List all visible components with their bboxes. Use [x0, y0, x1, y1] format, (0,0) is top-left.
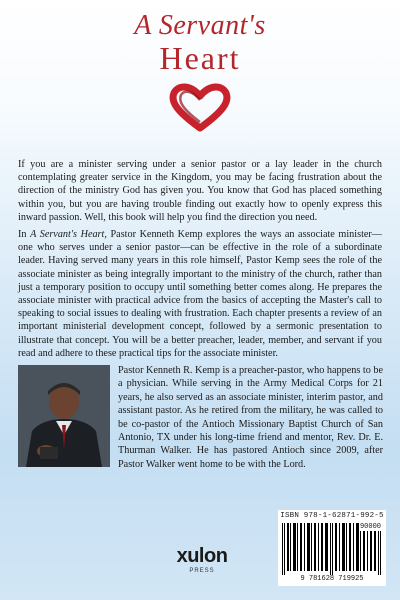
title-line2: Heart	[159, 40, 241, 76]
author-portrait-icon	[18, 365, 110, 467]
isbn-text: ISBN 978-1-62871-992-5	[280, 512, 384, 520]
publisher-name: xulon	[176, 545, 228, 567]
barcode-box	[278, 510, 386, 586]
price-code: 90000	[359, 523, 381, 531]
heart-icon	[168, 82, 232, 132]
paragraph-2-intro: In	[18, 229, 31, 240]
description-paragraph-2	[18, 228, 382, 360]
author-photo	[18, 365, 110, 467]
title-line1: A Servant's	[134, 10, 266, 41]
book-title-inline: A Servant's Heart	[30, 229, 105, 240]
barcode-number: 9 781628 719925	[300, 575, 364, 583]
description-paragraph-1: If you are a minister serving under a senior pastor or a lay leader in the church contemplating greater service in the Kingdom, you may be facing frustration about the direction of the ministry God has given you. You know that God has placed something within you, but you are having trouble finding out exactly how to openly express this inward passion. Well, this book will help you find the direction you need.	[18, 159, 382, 223]
publisher-sub: PRESS	[189, 568, 215, 574]
author-bio: Pastor Kenneth R. Kemp is a preacher-pastor, who happens to be a physician. While serving in the Army Medical Corps for 21 years, he also served as an associate minister, interim pastor, and assistant pastor. As he retired from the military, he was called to be co-pastor of the Antioch Missionary Baptist Church of San Antonio, TX under his long-time friend and mentor, Rev. Dr. E. Thurman Walker. He has pastored Antioch since 2009, after Pastor Walker went home to be with the Lord.	[118, 365, 383, 470]
publisher-logo	[172, 545, 232, 585]
paragraph-2-body: , Pastor Kenneth Kemp explores the ways an associate minister—one who serves under a senior pastor—can be effective in the role of a subordinate leader. Having served many years in this role himself, Pastor Kemp sees the role of the associate minister as being integrally important to the ministry of the church, rather than just a temporary position to occupy until something better comes along. He prepares the associate minister with practical advice from the basics of accepting the Master's call to speaking to social issues to dealing with frustration. Each chapter presents a review of an important ministerial development concept, followed by a sermonic presentation to illustrate that concept. You will be a better preacher, leader, member, and servant if you read and adhere to these practical tips for the associate minister.	[18, 229, 382, 359]
